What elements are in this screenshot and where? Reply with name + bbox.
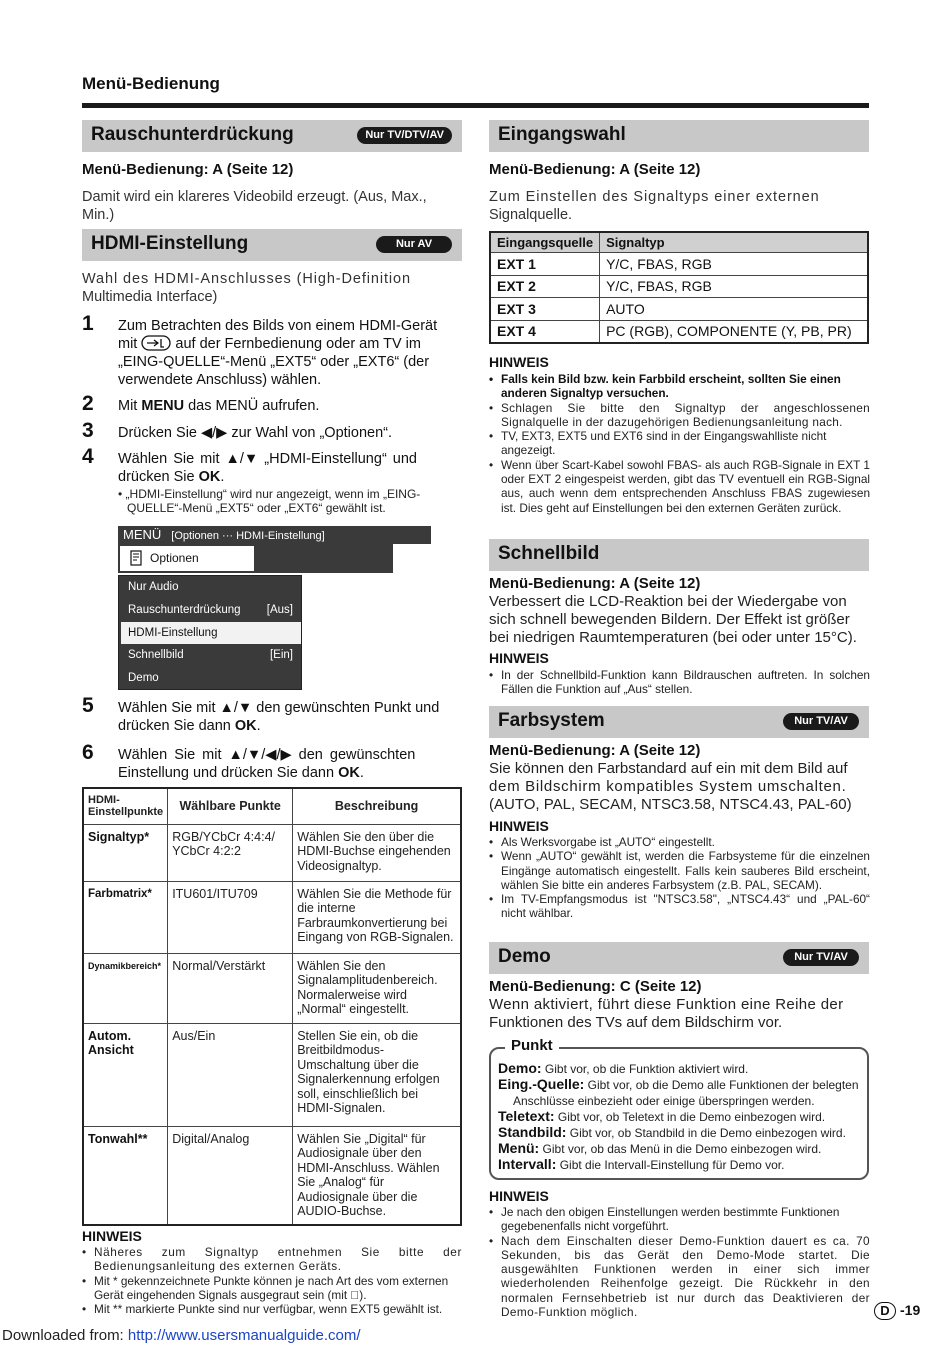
step-number: 2 [82,392,94,415]
menu-operation-label: Menü-Bedienung: C (Seite 12) [489,978,702,995]
availability-badge: Nur AV [376,236,452,253]
punkt-item: Eing.-Quelle: Gibt vor, ob die Demo alle Funktionen der belegten [498,1076,859,1092]
header-rule [82,103,869,108]
section-description: Verbessert die LCD-Reaktion bei der Wiedergabe von sich schnell bewegenden Bildern. Der Effekt ist größer bei niedrigen Raumtemperaturen (bei oder unter 15°C). [489,593,857,646]
hinweis-list [489,372,870,515]
section-demo [489,942,869,974]
section-title: Demo [498,946,551,967]
section-description: Damit wird ein klareres Videobild erzeugt. (Aus, Max., Min.) [82,189,427,223]
table-cell: Dynamikbereich* [83,953,168,1023]
hinweis-list [489,835,870,921]
table-cell: Wählen Sie die Methode für die interne Farbraumkonvertierung bei Eingang von RGB-Signalen. [293,881,461,953]
osd-tab-optionen: Optionen [120,546,254,571]
step-text: Wählen Sie mit ▲/▼/◀/▶ den gewünschten Einstellung und drücken Sie dann OK. [118,747,416,781]
osd-item: Nur Audio [128,581,179,593]
table-row [490,253,868,276]
hinweis-heading: HINWEIS [489,1188,549,1204]
table-cell: PC (RGB), COMPONENTE (Y, PB, PR) [600,320,868,343]
osd-options-list [118,575,302,690]
table-cell: Wählen Sie „Digital“ für Audiosignale über den HDMI-Anschluss. Wählen Sie „Analog“ für Audiosignale über die AUDIO-Buchse. [293,1126,461,1225]
table-cell: Y/C, FBAS, RGB [600,253,868,276]
section-hdmi-einstellung [82,229,462,261]
hinweis-list [489,668,870,697]
list-item: • Falls kein Bild bzw. kein Farbbild erscheint, sollten Sie einen anderen Signaltyp versuchen. [489,372,870,401]
step-number: 1 [82,312,94,335]
table-cell: Signaltyp* [83,824,168,881]
hdmi-settings-table [82,787,462,1226]
step-text: Mit MENU das MENÜ aufrufen. [118,398,320,414]
list-item: • TV, EXT3, EXT5 und EXT6 sind in der Eingangswahlliste nicht angezeigt. [489,429,870,458]
table-header: Wählbare Punkte [168,788,293,824]
step-text: Wählen Sie mit ▲/▼ den gewünschten Punkt und drücken Sie dann OK. [118,700,440,734]
table-cell: Farbmatrix* [83,881,168,953]
table-row [490,320,868,343]
section-schnellbild [489,539,869,571]
availability-badge: Nur TV/DTV/AV [357,127,452,144]
table-cell: EXT 4 [490,320,600,343]
table-cell: RGB/YCbCr 4:4:4/ YCbCr 4:2:2 [168,824,293,881]
section-farbsystem [489,706,869,738]
download-link[interactable]: http://www.usersmanualguide.com/ [127,1327,361,1344]
table-cell: Tonwahl** [83,1126,168,1225]
punkt-item: Anschlüsse einbezieht oder einige überspringen werden. [513,1094,815,1108]
page-header-title: Menü-Bedienung [82,74,220,93]
section-title: Eingangswahl [498,124,626,145]
table-row [490,275,868,298]
menu-operation-label: Menü-Bedienung: A (Seite 12) [489,742,701,759]
table-cell: EXT 1 [490,253,600,276]
table-cell: Y/C, FBAS, RGB [600,275,868,298]
list-item: • Nach dem Einschalten dieser Demo-Funktion dauert es ca. 70 Sekunden, bis das Gerät den Demo-Mode startet. Die ausgewählten Funktionen werden in einer sich immer wiederholenden Reihenfolge gezeigt. Die Rückkehr in den normalen Fernsehbetrieb ist nur durch das Deaktivieren der Demo-Funktion möglich. [489,1234,870,1320]
hinweis-list [82,1245,462,1316]
list-item: • Im TV-Empfangsmodus ist "NTSC3.58", „NTSC4.43“ und „PAL-60“ nicht wählbar. [489,892,870,921]
section-description: Wenn aktiviert, führt diese Funktion eine Reihe der Funktionen des TVs auf dem Bildschirm vor. [489,996,844,1031]
input-source-icon [141,335,171,351]
table-row [490,298,868,321]
menu-operation-label: Menü-Bedienung: A (Seite 12) [489,575,701,592]
table-header: Eingangsquelle [490,232,600,253]
osd-tab-bar [118,544,393,573]
table-cell: Normal/Verstärkt [168,953,293,1023]
punkt-item: Demo: Gibt vor, ob die Funktion aktiviert wird. [498,1060,749,1076]
list-item: • Näheres zum Signaltyp entnehmen Sie bitte der Bedienungsanleitung des externen Geräts. [82,1245,462,1274]
list-item: • Mit * gekennzeichnete Punkte können je nach Art des vom externen Gerät eingehenden Signals ausgegraut sein (mit ⃠). [82,1274,462,1303]
availability-badge: Nur TV/AV [783,949,859,966]
hinweis-heading: HINWEIS [489,650,549,666]
table-header-row [83,788,461,824]
list-item: • In der Schnellbild-Funktion kann Bildrauschen auftreten. In solchen Fällen die Funktion auf „Aus“ stellen. [489,668,870,697]
table-row [83,824,461,881]
section-title: HDMI-Einstellung [91,233,249,254]
table-cell: AUTO [600,298,868,321]
list-item: • Schlagen Sie bitte den Signaltyp der angeschlossenen Signalquelle in der dazugehörigen Bedienungsanleitung nach. [489,401,870,430]
step-text: Drücken Sie ◀/▶ zur Wahl von „Optionen“. [118,425,393,441]
section-description: Wahl des HDMI-Anschlusses (High-Definition Multimedia Interface) [82,271,411,305]
hinweis-heading: HINWEIS [489,818,549,834]
table-cell: Autom. Ansicht [83,1023,168,1126]
language-letter: D [874,1302,896,1320]
osd-menu-header: MENÜ [Optionen ··· HDMI-Einstellung] [118,526,431,544]
table-header: HDMI- Einstellpunkte [83,788,168,824]
table-cell: Digital/Analog [168,1126,293,1225]
section-eingangswahl [489,120,869,152]
table-cell: Aus/Ein [168,1023,293,1126]
options-icon [130,550,142,566]
table-header: Beschreibung [293,788,461,824]
section-title: Schnellbild [498,543,600,564]
download-footer: Downloaded from: http://www.usersmanualguide.com/ [2,1327,361,1344]
step-number: 4 [82,445,94,468]
punkt-item: Standbild: Gibt vor, ob Standbild in die Demo einbezogen wird. [498,1124,846,1140]
osd-item: Schnellbild [Ein] [128,649,293,661]
section-description: Sie können den Farbstandard auf ein mit dem Bild auf dem Bildschirm kompatibles System umschalten. (AUTO, PAL, SECAM, NTSC3.58, NTSC4.43, PAL-60) [489,760,852,813]
table-cell: ITU601/ITU709 [168,881,293,953]
table-cell: EXT 3 [490,298,600,321]
table-row [83,953,461,1023]
section-rauschunterdrueckung [82,120,462,152]
page-number: D -19 [874,1302,920,1320]
menu-operation-label: Menü-Bedienung: A (Seite 12) [82,161,294,178]
list-item: • Mit ** markierte Punkte sind nur verfügbar, wenn EXT5 gewählt ist. [82,1302,462,1316]
eingang-signaltyp-table [489,231,869,344]
punkt-item: Intervall: Gibt die Intervall-Einstellung für Demo vor. [498,1156,785,1172]
punkt-title: Punkt [505,1037,559,1054]
table-header-row [490,232,868,253]
section-title: Farbsystem [498,710,605,731]
table-row [83,1126,461,1225]
list-item: • Wenn „AUTO“ gewählt ist, werden die Farbsysteme für die einzelnen Eingänge automatisch eingestellt. Falls kein sauberes Bild erscheint, wählen Sie bitte ein anderes Farbsystem (z.B. PAL, SECAM). [489,849,870,892]
table-cell: EXT 2 [490,275,600,298]
table-cell: Wählen Sie den über die HDMI-Buchse eingehenden Videosignaltyp. [293,824,461,881]
osd-item: Rauschunterdrückung [Aus] [128,604,293,616]
punkt-item: Menü: Gibt vor, ob das Menü in die Demo einbezogen wird. [498,1140,822,1156]
table-cell: Stellen Sie ein, ob die Breitbildmodus- Umschaltung über die Signalerkennung erfolgen soll, einschließlich bei HDMI-Signalen. [293,1023,461,1126]
hinweis-list [489,1205,870,1319]
list-item: • Wenn über Scart-Kabel sowohl FBAS- als auch RGB-Signale in EXT 1 oder EXT 2 eingespeist werden, gibt das TV eventuell ein RGB-Signal aus, auch wenn dem entsprechenden Anschluss FBAS zugewiesen ist. Dies geht auf Einstellungen bei den externen Geräten zurück. [489,458,870,515]
list-item: • Als Werksvorgabe ist „AUTO“ eingestellt. [489,835,870,849]
hinweis-heading: HINWEIS [489,354,549,370]
availability-badge: Nur TV/AV [783,713,859,730]
table-row [83,1023,461,1126]
table-row [83,881,461,953]
punkt-item: Teletext: Gibt vor, ob Teletext in die Demo einbezogen wird. [498,1108,826,1124]
step-text: Wählen Sie mit ▲/▼ „HDMI-Einstellung“ und drücken Sie OK. • „HDMI-Einstellung“ wird nur angezeigt, wenn im „EING- QUELLE“-Menü „EXT5“ oder „EXT6“ gewählt ist. [118,451,421,515]
section-title: Rauschunterdrückung [91,124,294,145]
table-cell: Wählen Sie den Signalamplitudenbereich. Normalerweise wird „Normal“ eingestellt. [293,953,461,1023]
section-description: Zum Einstellen des Signaltyps einer externen Signalquelle. [489,189,820,223]
step-number: 6 [82,741,94,764]
table-header: Signaltyp [600,232,868,253]
step-number: 3 [82,419,94,442]
list-item: • Je nach den obigen Einstellungen werden bestimmte Funktionen gegebenenfalls nicht vorgeführt. [489,1205,870,1234]
step-number: 5 [82,694,94,717]
menu-operation-label: Menü-Bedienung: A (Seite 12) [489,161,701,178]
osd-item: Demo [128,672,159,684]
osd-item-selected: HDMI-Einstellung [121,622,301,644]
step-text: Zum Betrachten des Bilds von einem HDMI-Gerät mit auf der Fernbedienung oder am TV im „EING-QUELLE“-Menü „EXT5“ oder „EXT6“ (der verwendete Anschluss) wählen. [118,318,438,388]
hinweis-heading: HINWEIS [82,1228,142,1244]
